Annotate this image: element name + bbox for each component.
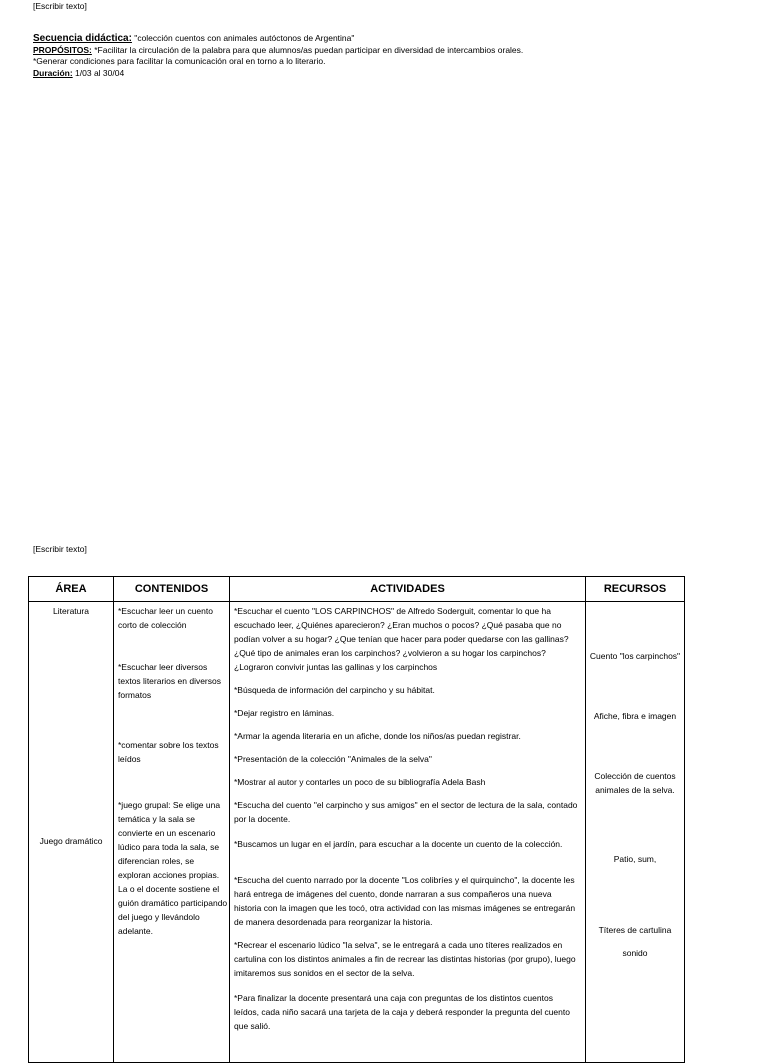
- proposito-2: *Generar condiciones para facilitar la comunicación oral en torno a lo literario.: [33, 56, 326, 66]
- table-row: [29, 602, 685, 1063]
- table-header-row: [29, 577, 685, 602]
- recurso-item: Títeres de cartulina: [598, 925, 672, 935]
- planning-table: [28, 576, 685, 1063]
- recurso-item: Colección de cuentos animales de la selva.: [594, 771, 676, 795]
- header-contenidos: CONTENIDOS: [114, 577, 230, 602]
- recurso-item: Afiche, fibra e imagen: [593, 711, 677, 721]
- secuencia-value: "colección cuentos con animales autóctonos de Argentina": [131, 33, 355, 43]
- page-header-text-2: [Escribir texto]: [33, 544, 87, 554]
- contenido-item: *Escuchar leer un cuento corto de colección: [118, 606, 213, 630]
- actividades-cell: [230, 602, 586, 1063]
- actividad-item: *Búsqueda de información del carpincho y su hábitat.: [234, 685, 435, 695]
- propositos-label: PROPÓSITOS:: [33, 44, 92, 55]
- propositos-line: [33, 45, 523, 57]
- actividad-item: *Dejar registro en láminas.: [234, 708, 335, 718]
- header-recursos: RECURSOS: [586, 577, 685, 602]
- page-header-text: [Escribir texto]: [33, 1, 87, 11]
- contenido-item: *Escuchar leer diversos textos literarios en diversos formatos: [118, 662, 221, 700]
- area-cell: [29, 602, 114, 1063]
- recurso-item: Cuento "los carpinchos": [589, 651, 681, 661]
- secuencia-label: Secuencia didáctica:: [33, 33, 132, 44]
- recurso-item: Patio, sum,: [613, 854, 657, 864]
- actividad-item: *Mostrar al autor y contarles un poco de su bibliografía Adela Bash: [234, 777, 486, 787]
- area-juego-dramatico: Juego dramático: [39, 836, 103, 846]
- contenido-item: *comentar sobre los textos leídos: [118, 740, 219, 764]
- duracion-line: [33, 68, 523, 80]
- actividad-item: *Escuchar el cuento "LOS CARPINCHOS" de Alfredo Soderguit, comentar lo que ha escuchado leer, ¿Quiénes aparecieron? ¿Eran muchos o pocos? ¿Qué pasaba que no podían volver a su hogar? ¿Que tenían que hacer para poder quedarse con las gallinas? ¿Qué tipo de animales eran los carpinchos? ¿volvieron a su hogar los carpinchos? ¿Lograron convivir juntas las gallinas y los carpinchos: [234, 606, 569, 672]
- actividad-item: *Escucha del cuento narrado por la docente "Los colibríes y el quirquincho", la docente les hará entrega de imágenes del cuento, donde narraran a sus compañeros una nueva historia con la imagen que les tocó, otra actividad con las mismas imágenes se entregarán de manera desordenada para reorganizar la historia.: [234, 875, 576, 927]
- actividad-item: *Para finalizar la docente presentará una caja con preguntas de los distintos cuentos leídos, cada niño sacará una tarjeta de la caja y deberá responder la pregunta del cuento que salió.: [234, 993, 570, 1031]
- actividad-item: *Escucha del cuento "el carpincho y sus amigos" en el sector de lectura de la sala, contado por la docente.: [234, 800, 578, 824]
- recursos-cell: [586, 602, 685, 1063]
- header-actividades: ACTIVIDADES: [230, 577, 586, 602]
- actividad-item: *Armar la agenda literaria en un afiche, donde los niños/as puedan registrar.: [234, 731, 521, 741]
- secuencia-line: [33, 33, 523, 45]
- contenido-item: *juego grupal: Se elige una temática y la sala se convierte en un escenario lúdico para toda la sala, se diferencian roles, se exploran acciones propias. La o el docente sostiene el guión dramático participando del juego y llevándolo adelante.: [118, 800, 228, 936]
- intro-block: [33, 33, 523, 79]
- area-literatura: Literatura: [53, 606, 89, 616]
- actividad-item: *Recrear el escenario lúdico "la selva", se le entregará a cada uno títeres realizados en cartulina con los distintos animales a fin de recrear las distintas historias (por grupo), luego imitaremos sus sonidos en el sector de la selva.: [234, 940, 576, 978]
- duracion-label: Duración:: [33, 67, 73, 78]
- contenidos-cell: [114, 602, 230, 1063]
- header-area: ÁREA: [29, 577, 114, 602]
- propositos-value: *Facilitar la circulación de la palabra para que alumnos/as puedan participar en diversidad de intercambios orales.: [91, 44, 524, 55]
- recurso-item: sonido: [622, 948, 648, 958]
- actividad-item: *Presentación de la colección "Animales de la selva": [234, 754, 432, 764]
- actividad-item: *Buscamos un lugar en el jardín, para escuchar a la docente un cuento de la colección.: [234, 839, 563, 849]
- duracion-value: 1/03 al 30/04: [72, 67, 125, 78]
